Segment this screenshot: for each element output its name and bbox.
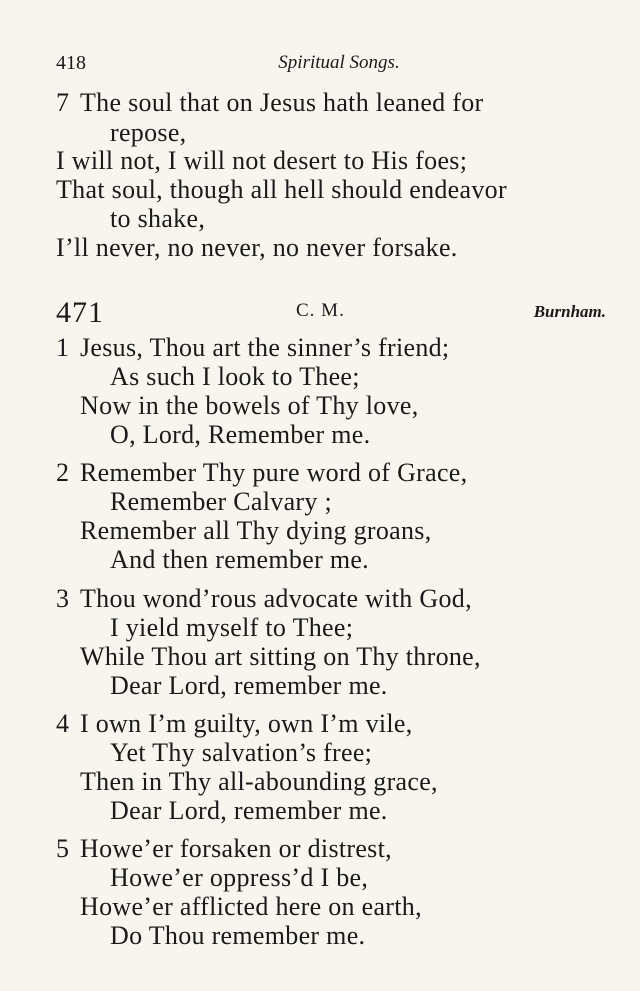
page-number: 418 xyxy=(56,52,86,74)
verse-line: 3 Thou wond’rous advocate with God, xyxy=(56,584,472,613)
verse-line: While Thou art sitting on Thy throne, xyxy=(80,642,481,671)
verse-number: 5 xyxy=(56,834,70,863)
verse-line: 2 Remember Thy pure word of Grace, xyxy=(56,458,468,487)
verse-number: 1 xyxy=(56,333,70,362)
verse-number: 2 xyxy=(56,458,70,487)
verse-number: 3 xyxy=(56,584,70,613)
verse-line: Howe’er afflicted here on earth, xyxy=(80,892,422,921)
hymn-meter: C. M. xyxy=(296,300,345,321)
verse-line: I will not, I will not desert to His foes; xyxy=(56,146,468,175)
verse-line: Remember Calvary ; xyxy=(110,487,332,516)
verse-line: 1 Jesus, Thou art the sinner’s friend; xyxy=(56,333,450,362)
verse-line: Dear Lord, remember me. xyxy=(110,796,388,825)
tune-name: Burnham. xyxy=(533,302,606,321)
verse-line: O, Lord, Remember me. xyxy=(110,420,371,449)
verse-line: 7 The soul that on Jesus hath leaned for xyxy=(56,88,484,117)
verse-line: I yield myself to Thee; xyxy=(110,613,354,642)
hymn-number: 471 xyxy=(56,296,104,329)
verse-line: As such I look to Thee; xyxy=(110,362,360,391)
verse-line: Then in Thy all-abounding grace, xyxy=(80,767,438,796)
page-header xyxy=(56,52,612,80)
verse-number: 4 xyxy=(56,709,70,738)
verse-number: 7 xyxy=(56,88,70,117)
verse-line: Howe’er oppress’d I be, xyxy=(110,863,369,892)
verse-line: Do Thou remember me. xyxy=(110,921,366,950)
verse-line: 5 Howe’er forsaken or distrest, xyxy=(56,834,392,863)
verse-line: Now in the bowels of Thy love, xyxy=(80,391,419,420)
verse-line: to shake, xyxy=(110,204,206,233)
verse-line: 4 I own I’m guilty, own I’m vile, xyxy=(56,709,413,738)
verse-line: Yet Thy salvation’s free; xyxy=(110,738,373,767)
verse-line: And then remember me. xyxy=(110,545,369,574)
verse-line: Remember all Thy dying groans, xyxy=(80,516,432,545)
verse-line: Dear Lord, remember me. xyxy=(110,671,388,700)
verse-line: I’ll never, no never, no never forsake. xyxy=(56,233,458,262)
verse-line: repose, xyxy=(110,118,187,147)
verse-line: That soul, though all hell should endeavor xyxy=(56,175,507,204)
running-title: Spiritual Songs. xyxy=(278,52,400,73)
